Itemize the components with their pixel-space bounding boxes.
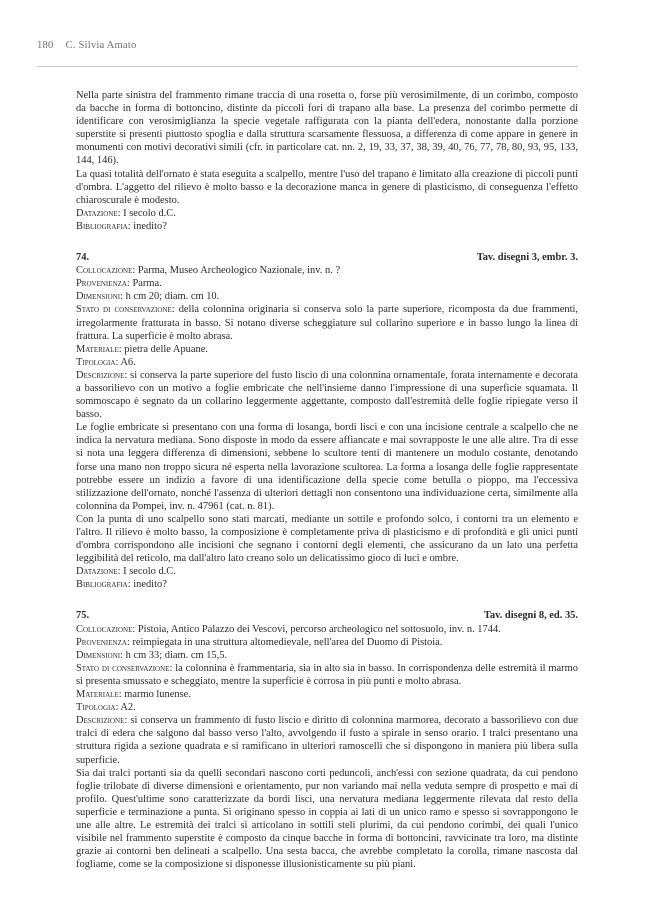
materiale-value: pietra delle Apuane. <box>124 343 208 355</box>
tipologia-value: A2. <box>120 702 136 714</box>
descrizione-label: Descrizione <box>76 715 125 727</box>
datazione-value: I secolo d.C. <box>123 207 176 219</box>
materiale-line: Materiale: pietra delle Apuane. <box>76 343 208 355</box>
materiale-label: Materiale <box>76 343 119 355</box>
descrizione-value: si conserva la parte superiore del fusto liscio di una colonnina ornamentale, forata internamente e decorata a bassorilievo con un motivo a foglie embricate che nell'insieme danno l'impressione di una superficie squamata. Il sommoscapo è segnato da un collarino leggermente aggettante, composto dall'estremità delle foglie ripiegate verso il basso. <box>76 369 579 421</box>
bibliografia-label: Bibliografia <box>76 579 128 591</box>
collocazione-label: Collocazione <box>76 265 133 277</box>
section-gap <box>76 591 578 609</box>
provenienza-line: Provenienza: Parma. <box>76 278 162 290</box>
body-paragraph: La quasi totalità dell'ornato è stata eseguita a scalpello, mentre l'uso del trapano è limitato alla creazione di piccoli punti d'ombra. L'aggetto del rilievo è molto basso e la decorazione manca in genere di plasticismo, di conseguenza l'effetto chiaroscurale è modesto. <box>76 168 578 206</box>
collocazione-value: Pistoia, Antico Palazzo dei Vescovi, percorso archeologico nel sottosuolo, inv. n. 1744. <box>137 623 501 635</box>
dimensioni-line: Dimensioni: h cm 20; diam. cm 10. <box>76 291 220 303</box>
provenienza-value: reimpiegata in una struttura altomedievale, nell'area del Duomo di Pistoia. <box>132 636 443 648</box>
stato-label: Stato di conservazione <box>76 304 172 316</box>
datazione-label: Datazione <box>76 566 118 578</box>
page-number: 180 <box>37 40 54 51</box>
bibliografia-line: Bibliografia: inedito? <box>76 220 167 232</box>
entry-74-heading <box>76 251 578 264</box>
tipologia-line: Tipologia: A6. <box>76 356 136 368</box>
entry-table-ref: Tav. disegni 3, embr. 3. <box>476 252 578 264</box>
materiale-value: marmo lunense. <box>124 689 191 701</box>
stato-line: Stato di conservazione: la colonnina è frammentaria, sia in alto sia in basso. In corrispondenza delle estremità il marmo si presenta smussato e scheggiato, mentre la superficie è corrosa in più punti e molto abrasa. <box>76 662 578 687</box>
dimensioni-line: Dimensioni: h cm 33; diam. cm 15,5. <box>76 649 228 661</box>
collocazione-label: Collocazione <box>76 623 133 635</box>
tipologia-label: Tipologia <box>76 356 116 368</box>
materiale-label: Materiale <box>76 689 119 701</box>
entry-number: 74. <box>76 252 90 264</box>
body-paragraph: Le foglie embricate si presentano con una forma di losanga, bordi lisci e con una incisione centrale a scalpello che ne indica la nervatura mediana. Sono disposte in modo da essere affiancate e mai sovrapposte le une alle altre. Tra di esse si nota una leggera differenza di dimensioni, sebbene lo scultore tenti di mantenere un modulo costante, denotando forse una mano non troppo sicura né esperta nella lavorazione scultorea. La forma a losanga delle foglie rappresentate potrebbe essere un indizio a favore di una identificazione della specie come betulla o pioppo, ma l'eccessiva stilizzazione dell'ornato, nonché l'assenza di ulteriori dettagli non consentono una individuazione certa, similmente alla colonnina da Pompei, inv. n. 47961 (cat. n. 81). <box>76 422 578 512</box>
tipologia-line: Tipologia: A2. <box>76 702 136 714</box>
descrizione-label: Descrizione <box>76 369 125 381</box>
bibliografia-value: inedito? <box>133 220 167 232</box>
stato-value: della colonnina originaria si conserva solo la parte superiore, ricomposta da due frammenti, irregolarmente fratturata in basso. Si notano diverse scheggiature sul collarino superiore e in basso lungo la linea di frattura. La superficie è molto abrasa. <box>76 304 578 342</box>
bibliografia-label: Bibliografia <box>76 220 128 232</box>
provenienza-label: Provenienza <box>76 636 127 648</box>
datazione-line: Datazione: I secolo d.C. <box>76 566 176 578</box>
body-paragraph: Sia dai tralci portanti sia da quelli secondari nascono corti peduncoli, anch'essi con sezione quadrata, da cui pendono foglie trilobate di diverse dimensioni e orientamento, pur non variando mai nella veduta sempre di prospetto e mai di profilo. Quest'ultime sono caratterizzate da bordi lisci, una nervatura mediana leggermente rilevata dal resto della superficie e terminazione a punta. Si originano spesso in coppia ai lati di un unico ramo e spesso si sovrappongono le une alle altre. Le estremità dei tralci si articolano in sottili steli plurimi, da cui pendono corimbi, dei quali l'unico visibile nel frammento superstite è composto da cinque bacche in forma di bottoncini, ravvicinate tra loro, ma distinte grazie ai contorni ben delineati a scalpello. Una sesta bacca, che avrebbe completato la corolla, rimane nascosta dal fogliame, come se la composizione si disponesse illusionisticamente su più piani. <box>76 767 578 871</box>
stato-line: Stato di conservazione: della colonnina originaria si conserva solo la parte superiore, ricomposta da due frammenti, irregolarmente fratturata in basso. Si notano diverse scheggiature sul collarino superiore e in basso lungo la linea di frattura. La superficie è molto abrasa. <box>76 304 578 342</box>
datazione-label: Datazione <box>76 207 118 219</box>
tipologia-value: A6. <box>120 356 136 368</box>
materiale-line: Materiale: marmo lunense. <box>76 689 191 701</box>
running-author: C. Silvia Amato <box>65 40 137 51</box>
body-paragraph: Nella parte sinistra del frammento rimane traccia di una rosetta o, forse più verosimilmente, di un corimbo, composto da bacche in forma di bottoncino, distinte da piccoli fori di trapano alla base. La presenza del corimbo permette di identificare con verosimiglianza la specie vegetale raffigurata con la pianta dell'edera, nonostante dalla porzione superstite si presenti piuttosto spoglia e dalla struttura scarsamente flessuosa, a differenza di come appare in genere in monumenti con motivi decorativi simili (cfr. in particolare cat. nn. 2, 19, 33, 37, 38, 39, 40, 76, 77, 78, 80, 93, 95, 133, 144, 146). <box>76 90 578 167</box>
body-paragraph: Con la punta di uno scalpello sono stati marcati, mediante un sottile e profondo solco, i contorni tra un elemento e l'altro. Il rilievo è molto basso, la composizione è completamente priva di plasticismo e di profondità e gli unici punti d'ombra corrispondono alle incisioni che segnano i contorni degli elementi, che assicurano da un lato una perfetta leggibilità del reticolo, ma dall'altro lato creano solo un delicatissimo gioco di luci e ombre. <box>76 513 578 565</box>
entry-75-heading <box>76 609 578 622</box>
descrizione-line: Descrizione: si conserva un frammento di fusto liscio e diritto di colonnina marmorea, decorato a bassorilievo con due tralci di edera che salgono dal basso verso l'alto, avvolgendo il fusto a spirale in senso orario. I tralci presentano una struttura rigida a sezione quadrata e si ramificano in ulteriori ramoscelli che si dispongono in maniera più libera sulla superficie. <box>76 715 578 766</box>
entry-table-ref: Tav. disegni 8, ed. 35. <box>483 610 578 622</box>
header-rule <box>37 66 578 67</box>
datazione-value: I secolo d.C. <box>123 566 176 578</box>
collocazione-value: Parma, Museo Archeologico Nazionale, inv. n. ? <box>137 265 341 277</box>
dimensioni-value: h cm 33; diam. cm 15,5. <box>125 649 228 661</box>
descrizione-value: si conserva un frammento di fusto liscio e diritto di colonnina marmorea, decorato a bassorilievo con due tralci di edera che salgono dal basso verso l'alto, avvolgendo il fusto a spirale in senso orario. I tralci presentano una struttura rigida a sezione quadrata e si ramificano in ulteriori ramoscelli che si dispongono in maniera più libera sulla superficie. <box>76 715 578 766</box>
descrizione-line: Descrizione: si conserva la parte superiore del fusto liscio di una colonnina ornamentale, forata internamente e decorata a bassorilievo con un motivo a foglie embricate che nell'insieme danno l'impressione di una superficie squamata. Il sommoscapo è segnato da un collarino leggermente aggettante, composto dall'estremità delle foglie ripiegate verso il basso. <box>76 369 579 421</box>
running-header <box>37 40 578 51</box>
provenienza-line: Provenienza: reimpiegata in una struttura altomedievale, nell'area del Duomo di Pistoia. <box>76 636 443 648</box>
collocazione-line: Collocazione: Parma, Museo Archeologico Nazionale, inv. n. ? <box>76 265 341 277</box>
provenienza-value: Parma. <box>132 278 162 290</box>
dimensioni-value: h cm 20; diam. cm 10. <box>125 291 220 303</box>
dimensioni-label: Dimensioni <box>76 649 121 661</box>
stato-label: Stato di conservazione <box>76 662 170 674</box>
collocazione-line: Collocazione: Pistoia, Antico Palazzo dei Vescovi, percorso archeologico nel sottosuolo, inv. n. 1744. <box>76 623 501 635</box>
bibliografia-line: Bibliografia: inedito? <box>76 579 167 591</box>
provenienza-label: Provenienza <box>76 278 127 290</box>
datazione-line: Datazione: I secolo d.C. <box>76 207 176 219</box>
page-body <box>76 89 578 871</box>
stato-value: la colonnina è frammentaria, sia in alto sia in basso. In corrispondenza delle estremità il marmo si presenta smussato e scheggiato, mentre la superficie è corrosa in più punti e molto abrasa. <box>76 662 578 687</box>
tipologia-label: Tipologia <box>76 702 116 714</box>
dimensioni-label: Dimensioni <box>76 291 121 303</box>
section-gap <box>76 233 578 251</box>
entry-number: 75. <box>76 610 90 622</box>
bibliografia-value: inedito? <box>133 579 167 591</box>
